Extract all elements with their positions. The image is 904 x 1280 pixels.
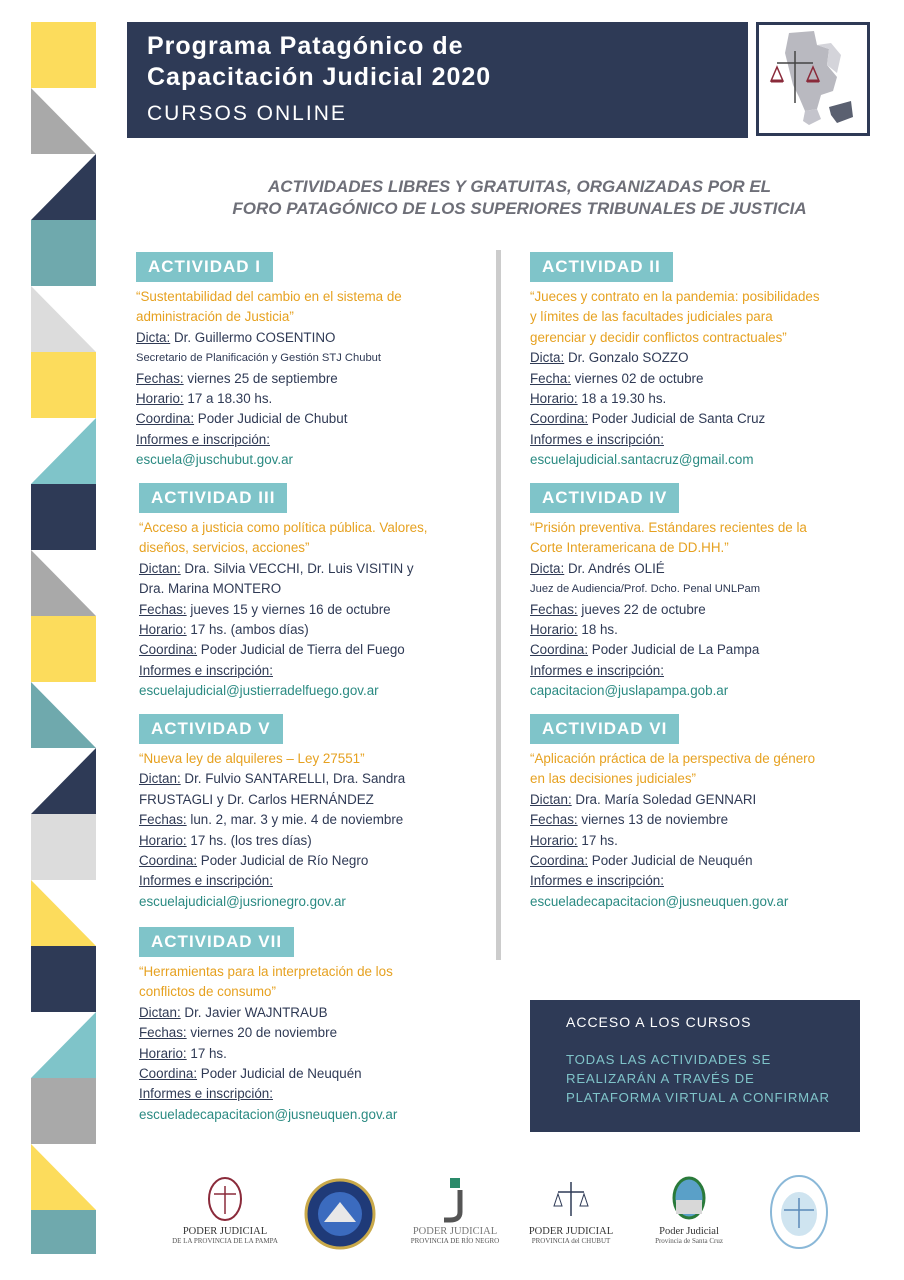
speaker: Dr. Javier WAJNTRAUB (184, 1004, 328, 1020)
activity-title: diseños, servicios, acciones” (139, 540, 310, 556)
informes-label: Informes e inscripción: (136, 431, 270, 447)
program-title-line1: Programa Patagónico de (147, 32, 464, 60)
speaker: Dr. Gonzalo SOZZO (567, 350, 689, 366)
logo-name: PODER JUDICIAL (182, 1226, 268, 1237)
access-line: REALIZARÁN A TRAVÉS DE (566, 1071, 755, 1086)
fechas-label: Fechas: (139, 601, 187, 617)
coordinator: Poder Judicial de Neuquén (200, 1066, 362, 1082)
activity-badge: ACTIVIDAD VII (139, 927, 294, 957)
dictan-label: Dictan: (139, 771, 181, 787)
dates: jueves 15 y viernes 16 de octubre (190, 601, 391, 617)
email-link[interactable]: capacitacion@juslapampa.gob.ar (530, 683, 729, 699)
speaker-continued: FRUSTAGLI y Dr. Carlos HERNÁNDEZ (139, 791, 374, 807)
activity-title: “Aplicación práctica de la perspectiva de género (530, 751, 816, 766)
horario-label: Horario: (139, 1045, 187, 1061)
activity-1 (136, 252, 481, 471)
informes-label: Informes e inscripción: (530, 662, 664, 678)
speaker: Dr. Guillermo COSENTINO (173, 329, 336, 345)
logo-neuquen (288, 1172, 398, 1252)
coordinator: Poder Judicial de Río Negro (200, 853, 369, 869)
coat-of-arms-icon (634, 1172, 744, 1224)
activity-title: en las decisiones judiciales” (530, 771, 696, 787)
dicta-label: Dicta: (136, 329, 171, 345)
dates: lun. 2, mar. 3 y mie. 4 de noviembre (190, 812, 404, 828)
coordina-label: Coordina: (139, 1066, 198, 1082)
coordinator: Poder Judicial de Neuquén (591, 853, 753, 869)
activity-title: “Prisión preventiva. Estándares recientes de la (530, 520, 807, 535)
email-link[interactable]: escuelajudicial@justierradelfuego.gov.ar (139, 683, 379, 699)
dates: jueves 22 de octubre (581, 601, 706, 617)
fechas-label: Fechas: (530, 812, 578, 828)
scales-icon (516, 1172, 626, 1224)
activity-badge: ACTIVIDAD I (136, 252, 273, 282)
speaker: Dr. Fulvio SANTARELLI, Dra. Sandra (184, 771, 406, 787)
fechas-label: Fechas: (139, 812, 187, 828)
oval-seal-icon (744, 1172, 854, 1252)
access-line: TODAS LAS ACTIVIDADES SE (566, 1052, 772, 1067)
speaker-continued: Dra. Marina MONTERO (139, 581, 282, 597)
email-link[interactable]: escueladecapacitacion@jusneuquen.gov.ar (530, 893, 789, 909)
justice-scales-icon (759, 25, 867, 133)
column-divider (496, 250, 501, 960)
speaker: Dr. Andrés OLIÉ (567, 560, 665, 576)
schedule: 17 hs. (ambos días) (190, 622, 309, 638)
logo-santa-cruz (634, 1172, 744, 1252)
coordina-label: Coordina: (139, 853, 198, 869)
speaker: Dra. Silvia VECCHI, Dr. Luis VISITIN y (184, 560, 414, 576)
schedule: 18 a 19.30 hs. (581, 391, 667, 407)
intro-text (127, 176, 904, 220)
schedule: 17 hs. (581, 832, 618, 848)
coordina-label: Coordina: (530, 642, 589, 658)
horario-label: Horario: (139, 622, 187, 638)
dates: viernes 13 de noviembre (581, 812, 729, 828)
activity-title: y límites de las facultades judiciales para (530, 309, 773, 325)
header-banner (127, 22, 748, 138)
intro-line1: ACTIVIDADES LIBRES Y GRATUITAS, ORGANIZADAS POR EL (267, 177, 772, 196)
fecha-label: Fecha: (530, 370, 571, 386)
activity-6 (530, 714, 880, 912)
speaker-role: Secretario de Planificación y Gestión STJ Chubut (136, 352, 382, 365)
logo-name: Poder Judicial (659, 1226, 719, 1237)
informes-label: Informes e inscripción: (139, 873, 273, 889)
horario-label: Horario: (530, 832, 578, 848)
crest-icon (170, 1172, 280, 1224)
logo-rio-negro (400, 1172, 510, 1252)
email-link[interactable]: escuelajudicial.santacruz@gmail.com (530, 452, 754, 468)
access-box (530, 1000, 860, 1132)
dictan-label: Dictan: (530, 791, 572, 807)
logo-subtitle: PROVINCIA DE RÍO NEGRO (410, 1237, 500, 1245)
activity-title: conflictos de consumo” (139, 984, 276, 1000)
coordina-label: Coordina: (139, 642, 198, 658)
fechas-label: Fechas: (139, 1025, 187, 1041)
coordina-label: Coordina: (530, 853, 589, 869)
program-title-line2: Capacitación Judicial 2020 (147, 63, 492, 91)
intro-line2: FORO PATAGÓNICO DE LOS SUPERIORES TRIBUNALES DE JUSTICIA (232, 199, 807, 218)
speaker: Dra. María Soledad GENNARI (575, 791, 757, 807)
activity-badge: ACTIVIDAD II (530, 252, 673, 282)
program-subtitle: CURSOS ONLINE (147, 102, 347, 125)
horario-label: Horario: (530, 391, 578, 407)
horario-label: Horario: (530, 622, 578, 638)
activity-badge: ACTIVIDAD IV (530, 483, 679, 513)
coordinator: Poder Judicial de Chubut (197, 411, 348, 427)
dictan-label: Dictan: (139, 1004, 181, 1020)
email-link[interactable]: escuela@juschubut.gov.ar (136, 452, 294, 468)
coordina-label: Coordina: (530, 411, 589, 427)
activity-4 (530, 483, 880, 702)
access-line: PLATAFORMA VIRTUAL A CONFIRMAR (566, 1090, 830, 1105)
activity-title: “Herramientas para la interpretación de los (139, 964, 393, 979)
fechas-label: Fechas: (530, 601, 578, 617)
coordinator: Poder Judicial de La Pampa (591, 642, 760, 658)
activity-badge: ACTIVIDAD V (139, 714, 283, 744)
coordina-label: Coordina: (136, 411, 195, 427)
dicta-label: Dicta: (530, 560, 565, 576)
logo-subtitle: Provincia de Santa Cruz (655, 1237, 723, 1245)
dictan-label: Dictan: (139, 560, 181, 576)
activity-badge: ACTIVIDAD VI (530, 714, 679, 744)
activity-5 (139, 714, 484, 912)
schedule: 17 a 18.30 hs. (187, 391, 273, 407)
logo-chubut (516, 1172, 626, 1252)
horario-label: Horario: (136, 391, 184, 407)
activity-title: gerenciar y decidir conflictos contractuales” (530, 329, 787, 345)
dates: viernes 20 de noviembre (190, 1025, 338, 1041)
activity-title: Corte Interamericana de DD.HH.” (530, 540, 729, 556)
activity-title: administración de Justicia” (136, 309, 294, 325)
activity-title: “Nueva ley de alquileres – Ley 27551” (139, 751, 365, 766)
informes-label: Informes e inscripción: (530, 873, 664, 889)
informes-label: Informes e inscripción: (139, 662, 273, 678)
email-link[interactable]: escueladecapacitacion@jusneuquen.gov.ar (139, 1106, 398, 1122)
activity-3 (139, 483, 484, 702)
logo-tierra-del-fuego (744, 1172, 854, 1252)
access-heading: ACCESO A LOS CURSOS (566, 1014, 752, 1030)
coordinator: Poder Judicial de Tierra del Fuego (200, 642, 405, 658)
horario-label: Horario: (139, 832, 187, 848)
schedule: 17 hs. (190, 1045, 227, 1061)
coordinator: Poder Judicial de Santa Cruz (591, 411, 766, 427)
dicta-label: Dicta: (530, 350, 565, 366)
activity-title: “Sustentabilidad del cambio en el sistema de (136, 289, 402, 304)
activity-7 (139, 927, 484, 1125)
access-body (566, 1050, 840, 1107)
round-seal-icon (288, 1172, 398, 1252)
activity-title: “Jueces y contrato en la pandemia: posibilidades (530, 289, 820, 304)
dates: viernes 25 de septiembre (187, 370, 338, 386)
logo-subtitle: DE LA PROVINCIA DE LA PAMPA (172, 1237, 278, 1245)
patagonia-map-logo (756, 22, 870, 136)
email-link[interactable]: escuelajudicial@jusrionegro.gov.ar (139, 893, 346, 909)
activity-badge: ACTIVIDAD III (139, 483, 287, 513)
schedule: 17 hs. (los tres días) (190, 832, 312, 848)
informes-label: Informes e inscripción: (530, 431, 664, 447)
logo-name: PODER JUDICIAL (528, 1226, 614, 1237)
decorative-strip (31, 22, 96, 1254)
logo-name: PODER JUDICIAL (412, 1226, 498, 1237)
j-mark-icon (400, 1172, 510, 1224)
dates: viernes 02 de octubre (574, 370, 704, 386)
footer-logos (170, 1172, 870, 1252)
activity-title: “Acceso a justicia como política pública. Valores, (139, 520, 428, 535)
logo-subtitle: PROVINCIA del CHUBUT (531, 1237, 611, 1245)
schedule: 18 hs. (581, 622, 618, 638)
speaker-role: Juez de Audiencia/Prof. Dcho. Penal UNLPam (530, 583, 761, 596)
activity-2 (530, 252, 880, 471)
fechas-label: Fechas: (136, 370, 184, 386)
logo-la-pampa (170, 1172, 280, 1252)
informes-label: Informes e inscripción: (139, 1086, 273, 1102)
